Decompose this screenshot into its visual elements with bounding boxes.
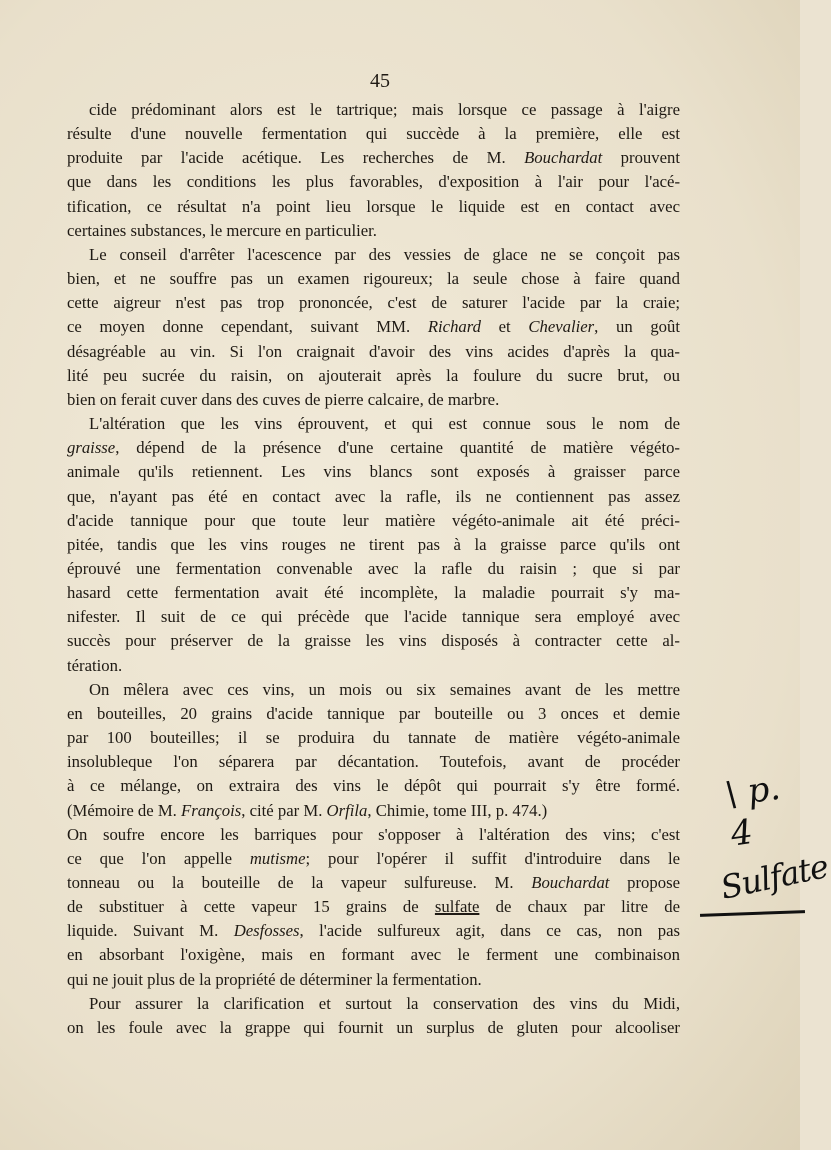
text-line: animale qu'ils retiennent. Les vins blancs sont exposés à graisser parce <box>67 462 680 482</box>
text-line: en bouteilles, 20 grains d'acide tannique par bouteille ou 3 onces et demie <box>67 703 680 723</box>
text-line: L'altération que les vins éprouvent, et qui est connue sous le nom de <box>89 414 680 434</box>
text-line: nifester. Il suit de ce qui précède que l'acide tannique sera employé avec <box>67 607 680 627</box>
paragraph <box>67 823 680 992</box>
text-line: liquide. Suivant M. Desfosses, l'acide sulfureux agit, dans ce cas, non pas <box>67 921 680 941</box>
text-line: Le conseil d'arrêter l'acescence par des vessies de glace ne se conçoit pas <box>89 244 680 264</box>
text-line: cide prédominant alors est le tartrique; mais lorsque ce passage à l'aigre <box>89 100 680 119</box>
margin-note-page-ref: \ p. 4 <box>722 767 783 855</box>
text-line: ce moyen donne cependant, suivant MM. Richard et Chevalier, un goût <box>67 317 680 337</box>
text-line: On mêlera avec ces vins, un mois ou six semaines avant de les mettre <box>89 679 680 699</box>
paragraph <box>67 98 680 243</box>
text-line: résulte d'une nouvelle fermentation qui succède à la première, elle est <box>67 124 680 144</box>
paragraph <box>67 243 680 412</box>
page-number: 45 <box>370 70 390 92</box>
text-line: tification, ce résultat n'a point lieu lorsque le liquide est en contact avec <box>67 196 680 216</box>
text-line: d'acide tannique pour que toute leur matière végéto-animale ait été préci- <box>67 510 680 530</box>
text-line: certaines substances, le mercure en particulier. <box>67 220 377 240</box>
text-line: insolubleque l'on séparera par décantation. Toutefois, avant de procéder <box>67 752 680 772</box>
text-line: succès pour préserver de la graisse les vins disposés à contracter cette al- <box>67 631 680 651</box>
text-line: on les foule avec la grappe qui fournit un surplus de gluten pour alcooliser <box>67 1017 680 1037</box>
text-line: tonneau ou la bouteille de la vapeur sulfureuse. M. Bouchardat propose <box>67 873 680 892</box>
text-line: en absorbant l'oxigène, mais en formant avec le ferment une combinaison <box>67 945 680 965</box>
text-line: Pour assurer la clarification et surtout la conservation des vins du Midi, <box>89 993 680 1013</box>
paragraph <box>67 678 680 823</box>
text-line: bien, et ne souffre pas un examen rigoureux; la seule chose à faire quand <box>67 269 680 289</box>
text-line: désagréable au vin. Si l'on craignait d'avoir des vins acides d'après la qua- <box>67 341 680 361</box>
text-line: éprouvé une fermentation convenable avec la rafle du raisin ; que si par <box>67 558 680 578</box>
text-line: pitée, tandis que les vins rouges ne tirent pas à la graisse parce qu'ils ont <box>67 534 680 554</box>
handwritten-margin-note <box>717 767 831 930</box>
margin-note-underline <box>700 910 805 917</box>
text-line: bien on ferait cuver dans des cuves de pierre calcaire, de marbre. <box>67 389 500 409</box>
text-line: lité peu sucrée du raisin, on ajouterait après la foulure du sucre brut, ou <box>67 365 680 385</box>
margin-note-word: Sulfate <box>717 847 831 907</box>
text-line: tération. <box>67 655 123 675</box>
paragraph <box>67 992 680 1040</box>
text-line: de substituer à cette vapeur 15 grains de sulfate de chaux par litre de <box>67 897 680 917</box>
text-line: On soufre encore les barriques pour s'opposer à l'altération des vins; c'est <box>67 824 680 844</box>
text-line: ce que l'on appelle mutisme; pour l'opérer il suffit d'introduire dans le <box>67 848 681 868</box>
text-line: par 100 bouteilles; il se produira du tannate de matière végéto-animale <box>67 728 680 748</box>
text-line: (Mémoire de M. François, cité par M. Orfila, Chimie, tome III, p. 474.) <box>67 800 548 820</box>
text-line: à ce mélange, on extraira des vins le dépôt qui pourrait s'y être formé. <box>67 776 680 796</box>
text-line: qui ne jouit plus de la propriété de déterminer la fermentation. <box>67 969 482 989</box>
text-line: graisse, dépend de la présence d'une certaine quantité de matière végéto- <box>67 438 680 458</box>
paragraph <box>67 412 680 678</box>
text-line: que dans les conditions les plus favorables, d'exposition à l'air pour l'acé- <box>67 172 680 192</box>
text-line: que, n'ayant pas été en contact avec la rafle, ils ne contiennent pas assez <box>67 486 680 506</box>
body-text <box>67 98 680 1040</box>
text-line: hasard cette fermentation avait été incomplète, la maladie pourrait s'y ma- <box>67 583 680 603</box>
text-line: produite par l'acide acétique. Les recherches de M. Bouchardat prouvent <box>67 148 680 168</box>
text-line: cette aigreur n'est pas trop prononcée, c'est de saturer l'acide par la craie; <box>67 293 680 313</box>
